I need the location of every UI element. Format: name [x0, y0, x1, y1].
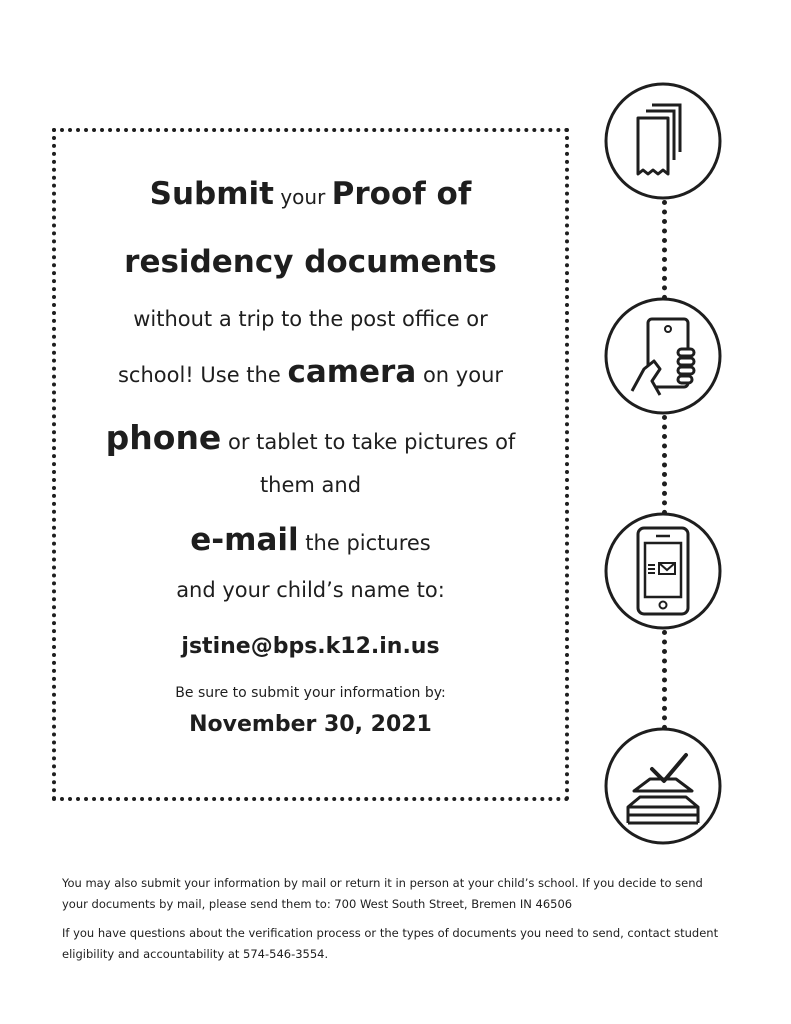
deadline-note: Be sure to submit your information by:: [175, 685, 446, 701]
heading-submit: Submit: [149, 176, 274, 212]
body-line-8: and your child’s name to:: [176, 578, 445, 602]
dotted-connector: [662, 200, 667, 300]
body-line-4: [56, 354, 565, 390]
body-tablet-text: or tablet to take pictures of: [221, 430, 516, 454]
hand-holding-phone-icon: [602, 295, 724, 417]
heading-line-1: [56, 176, 565, 212]
body-line-5: [56, 418, 565, 457]
heading-line-2: residency documents: [124, 244, 497, 280]
body-line-7: [56, 522, 565, 558]
heading-proof-of: Proof of: [331, 176, 472, 212]
body-on-your-text: on your: [416, 363, 504, 387]
body-email-word: e-mail: [190, 522, 299, 558]
dotted-connector: [662, 415, 667, 515]
body-line-3: without a trip to the post office or: [133, 307, 488, 331]
footer-contact-info: If you have questions about the verification process or the types of documents you need to send, contact student eligibility and accountability at 574-546-3554.: [62, 926, 719, 961]
body-the-pictures-text: the pictures: [298, 531, 431, 555]
body-camera-word: camera: [287, 354, 417, 390]
icon-column: [600, 80, 730, 850]
stacked-papers-checkmark-icon: [602, 725, 724, 847]
heading-your: your: [273, 185, 332, 209]
phone-email-icon: [602, 510, 724, 632]
footer-mail-info: You may also submit your information by mail or return it in person at your child’s school. If you decide to send your documents by mail, please send them to: 700 West South Street, Bremen IN 46506: [62, 876, 703, 911]
deadline-date: November 30, 2021: [189, 712, 432, 737]
dotted-connector: [662, 630, 667, 730]
body-phone-word: phone: [105, 418, 222, 457]
body-line-6: them and: [259, 473, 362, 497]
receipts-icon: [602, 80, 724, 202]
flyer-box: [52, 128, 569, 801]
body-school-text: school! Use the: [117, 363, 288, 387]
email-address[interactable]: jstine@bps.k12.in.us: [181, 634, 440, 659]
